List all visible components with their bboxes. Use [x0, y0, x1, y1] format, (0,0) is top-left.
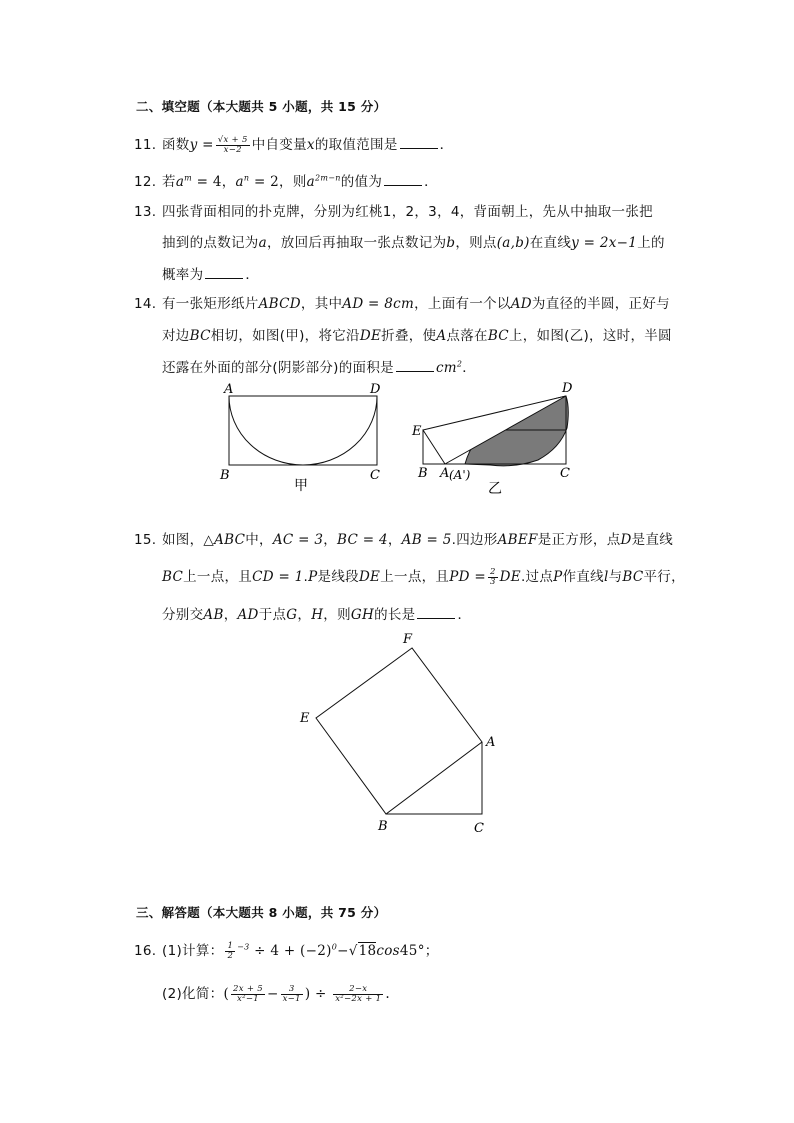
question-number: 16. — [134, 943, 157, 959]
question-12: 12. 若$a^m = 4$，$a^n = 2$，则$a^{2m-n}$的值为 ． — [134, 171, 438, 192]
figure-14 — [210, 378, 590, 498]
question-16-part2: (2)化简：( $\frac{2x + 5}{\text{x²−1}}$ − $\frac{3}{x-1}$ ) ÷ $\frac{2-x}{\text{x²−2x + 1}}$ . — [162, 983, 390, 1004]
q11-fraction: $\frac{√x + 5}{x-2}$ — [217, 134, 248, 155]
label-d: D — [562, 381, 573, 396]
question-15-line3: 分别交AB，AD于点G，H，则GH的长是 ． — [162, 604, 471, 625]
label-a: A — [486, 735, 496, 750]
question-15: 15. 如图，△ABC中，AC = 3，BC = 4，AB = 5.四边形ABEF是正方形，点D是直线 — [134, 532, 674, 548]
question-number: 14. — [134, 296, 157, 312]
label-c: C — [370, 468, 380, 483]
question-13-line3: 概率为 ． — [162, 264, 259, 285]
square-abef — [316, 648, 482, 814]
section-title-answers: 三、解答题（本大题共 8 小题，共 75 分） — [136, 905, 387, 920]
label-c: C — [474, 821, 484, 836]
question-number: 12. — [134, 174, 157, 190]
question-number: 11. — [134, 137, 157, 153]
question-13-line2: 抽到的点数记为a，放回后再抽取一张点数记为b，则点(a,b)在直线y = 2x−1上的 — [162, 235, 665, 251]
label-b: B — [418, 466, 428, 481]
rectangle-abcd — [229, 396, 377, 465]
label-e: E — [412, 424, 422, 439]
figure-jia — [219, 382, 381, 494]
label-e: E — [300, 711, 310, 726]
q11-text: 函数 — [162, 137, 190, 153]
question-number: 15. — [134, 532, 157, 548]
q15-fraction: $\frac{2}{3}$ — [489, 566, 496, 587]
label-a: A — [224, 382, 234, 397]
section-title-fill-in: 二、填空题（本大题共 5 小题，共 15 分） — [136, 99, 387, 114]
label-b: B — [378, 819, 388, 834]
label-a: A — [440, 466, 450, 481]
caption-jia: 甲 — [294, 478, 308, 494]
q16-fraction-half: $\frac{1}{2}$ — [227, 940, 234, 961]
figure-yi — [411, 381, 573, 497]
question-15-line2: BC上一点，且CD = 1.P是线段DE上一点，且PD = $\frac{2}{3}$ DE.过点P作直线l与BC平行， — [162, 566, 685, 587]
answer-blank[interactable] — [396, 357, 434, 372]
question-14: 14. 有一张矩形纸片ABCD，其中AD = 8cm，上面有一个以AD为直径的半圆，正好与 — [134, 296, 670, 312]
label-d: D — [370, 382, 381, 397]
semicircle — [229, 396, 377, 465]
label-c: C — [560, 466, 570, 481]
q11-func: y = — [189, 137, 214, 153]
answer-blank[interactable] — [205, 264, 243, 279]
figure-15 — [290, 630, 510, 840]
label-b: B — [220, 468, 230, 483]
question-14-line2: 对边BC相切，如图(甲)，将它沿DE折叠，使A点落在BC上，如图(乙)，这时，半圆 — [162, 328, 672, 344]
label-a-prime: (A') — [449, 468, 471, 482]
question-11: 11. 函数y = $\frac{√x + 5}{x-2}$ 中自变量x的取值范围是 ． — [134, 134, 454, 155]
question-14-line3: 还露在外面的部分(阴影部分)的面积是 $cm^2$． — [162, 357, 476, 378]
answer-blank[interactable] — [400, 134, 438, 149]
answer-blank[interactable] — [417, 604, 455, 619]
question-16: 16. (1)计算： $\frac{1}{2}$ $^{-3} \div 4 + (-2)^0-√18\cos 45^\circ$； — [134, 940, 439, 961]
caption-yi: 乙 — [488, 481, 502, 497]
label-f: F — [403, 632, 413, 647]
question-13: 13. 四张背面相同的扑克牌，分别为红桃1，2，3，4，背面朝上，先从中抽取一张把 — [134, 204, 653, 220]
answer-blank[interactable] — [384, 171, 422, 186]
question-number: 13. — [134, 204, 157, 220]
